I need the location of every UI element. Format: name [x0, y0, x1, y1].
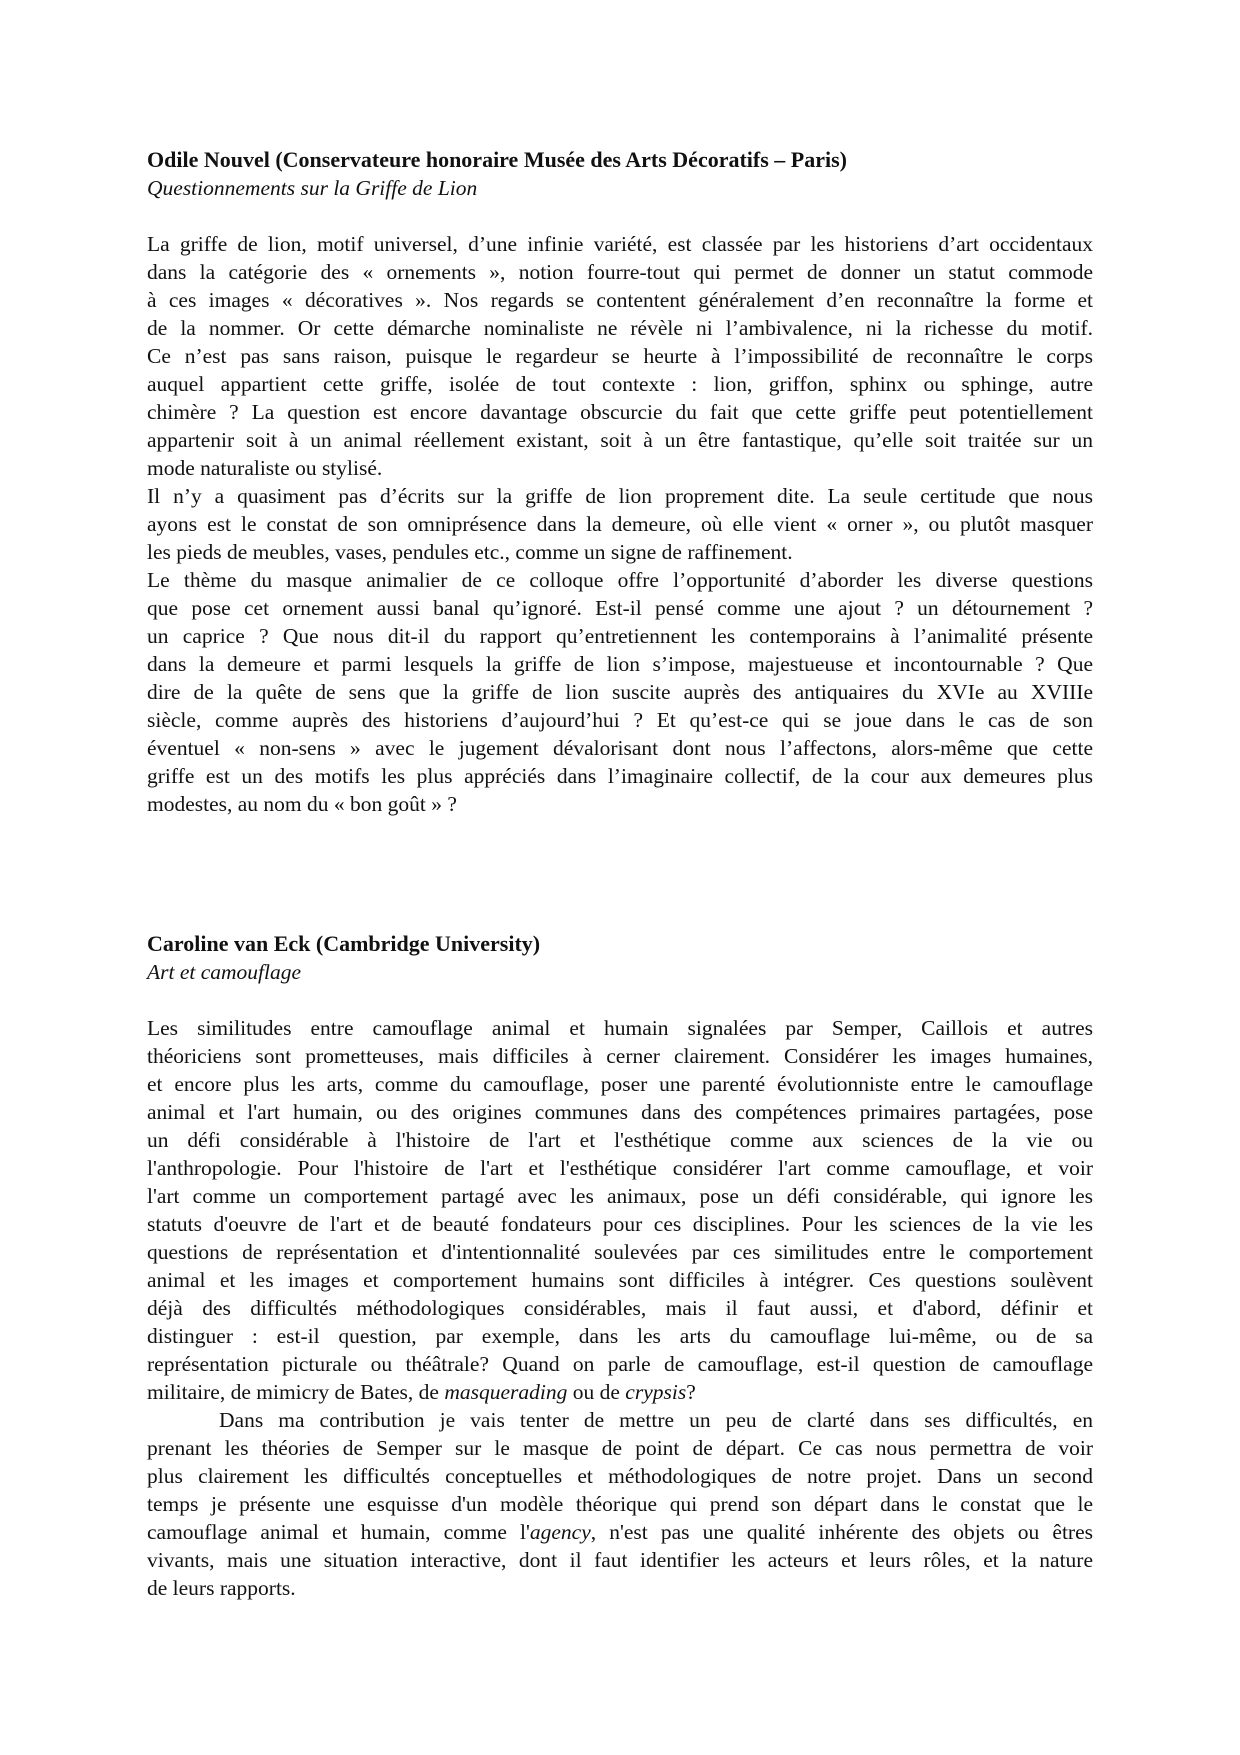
- text-line: prenant les théories de Semper sur le masque de point de départ. Ce cas nous permettra de voir: [147, 1436, 1093, 1460]
- text-line: que pose cet ornement aussi banal qu’ignoré. Est-il pensé comme une ajout ? un détournement ?: [147, 596, 1093, 620]
- text-fragment: ?: [686, 1380, 696, 1404]
- text-line: l'anthropologie. Pour l'histoire de l'art et l'esthétique considérer l'art comme camouflage, et voir: [147, 1156, 1093, 1180]
- abstract-section-nouvel: [147, 146, 1093, 818]
- text-line: appartenir soit à un animal réellement existant, soit à un être fantastique, qu’elle soit traitée sur un: [147, 428, 1093, 452]
- text-line: chimère ? La question est encore davantage obscurcie du fait que cette griffe peut potentiellement: [147, 400, 1093, 424]
- text-line: ayons est le constat de son omniprésence dans la demeure, où elle vient « orner », ou plutôt masquer: [147, 512, 1093, 536]
- talk-title: Art et camouflage: [147, 960, 302, 984]
- text-line: animal et l'art humain, ou des origines communes dans des compétences primaires partagées, pose: [147, 1100, 1093, 1124]
- text-line: modestes, au nom du « bon goût » ?: [147, 792, 457, 816]
- text-line: siècle, comme auprès des historiens d’aujourd’hui ? Et qu’est-ce qui se joue dans le cas de son: [147, 708, 1093, 732]
- abstract-paragraph: [147, 230, 1093, 482]
- text-line: déjà des difficultés méthodologiques considérables, mais il faut aussi, et d'abord, définir et: [147, 1296, 1093, 1320]
- italic-term: masquerading: [444, 1380, 568, 1404]
- text-line: questions de représentation et d'intentionnalité soulevées par ces similitudes entre le comportement: [147, 1240, 1093, 1264]
- text-line: Les similitudes entre camouflage animal et humain signalées par Semper, Caillois et autres: [147, 1016, 1093, 1040]
- abstract-paragraph: [147, 1014, 1093, 1406]
- text-line: dans la demeure et parmi lesquels la griffe de lion s’impose, majestueuse et incontournable ? Que: [147, 652, 1093, 676]
- abstract-section-van-eck: [147, 930, 1093, 1602]
- text-line: Dans ma contribution je vais tenter de mettre un peu de clarté dans ses difficultés, en: [219, 1408, 1093, 1432]
- text-line: théoriciens sont prometteuses, mais difficiles à cerner clairement. Considérer les images humaines,: [147, 1044, 1093, 1068]
- text-line: les pieds de meubles, vases, pendules etc., comme un signe de raffinement.: [147, 540, 793, 564]
- text-fragment: ou de: [567, 1380, 626, 1404]
- text-line: dans la catégorie des « ornements », notion fourre-tout qui permet de donner un statut commode: [147, 260, 1093, 284]
- text-line: mode naturaliste ou stylisé.: [147, 456, 383, 480]
- text-line: griffe est un des motifs les plus appréciés dans l’imaginaire collectif, de la cour aux demeures plus: [147, 764, 1093, 788]
- abstract-paragraph: [147, 566, 1093, 818]
- text-line: distinguer : est-il question, par exemple, dans les arts du camouflage lui-même, ou de sa: [147, 1324, 1093, 1348]
- text-line: animal et les images et comportement humains sont difficiles à intégrer. Ces questions soulèvent: [147, 1268, 1093, 1292]
- text-line: l'art comme un comportement partagé avec les animaux, pose un défi considérable, qui ignore les: [147, 1184, 1093, 1208]
- text-line: et encore plus les arts, comme du camouflage, poser une parenté évolutionniste entre le camouflage: [147, 1072, 1093, 1096]
- italic-term: agency: [529, 1520, 591, 1544]
- text-line: auquel appartient cette griffe, isolée de tout contexte : lion, griffon, sphinx ou sphinge, autre: [147, 372, 1093, 396]
- text-line: Il n’y a quasiment pas d’écrits sur la griffe de lion proprement dite. La seule certitude que nous: [147, 484, 1093, 508]
- abstract-paragraph: [147, 1406, 1093, 1602]
- text-line: à ces images « décoratives ». Nos regards se contentent généralement d’en reconnaître la forme et: [147, 288, 1093, 312]
- author-heading: Caroline van Eck (Cambridge University): [147, 931, 541, 956]
- text-fragment: , n'est pas une qualité inhérente des objets ou êtres: [590, 1520, 1093, 1544]
- text-line: Le thème du masque animalier de ce colloque offre l’opportunité d’aborder les diverse questions: [147, 568, 1093, 592]
- italic-term: crypsis: [625, 1380, 687, 1404]
- text-line: plus clairement les difficultés conceptuelles et méthodologiques de notre projet. Dans un second: [147, 1464, 1093, 1488]
- text-line: de leurs rapports.: [147, 1576, 296, 1600]
- text-line: temps je présente une esquisse d'un modèle théorique qui prend son départ dans le constat que le: [147, 1492, 1093, 1516]
- text-line: dire de la quête de sens que la griffe de lion suscite auprès des antiquaires du XVIe au XVIIIe: [147, 680, 1093, 704]
- text-line: [147, 1518, 1093, 1546]
- text-line: un caprice ? Que nous dit-il du rapport qu’entretiennent les contemporains à l’animalité présente: [147, 624, 1093, 648]
- text-line: vivants, mais une situation interactive, dont il faut identifier les acteurs et leurs rôles, et la nature: [147, 1548, 1093, 1572]
- text-line: représentation picturale ou théâtrale? Quand on parle de camouflage, est-il question de camouflage: [147, 1352, 1093, 1376]
- author-heading: Odile Nouvel (Conservateure honoraire Musée des Arts Décoratifs – Paris): [147, 147, 848, 172]
- text-fragment: militaire, de mimicry de Bates, de: [147, 1380, 445, 1404]
- text-fragment: camouflage animal et humain, comme l': [147, 1520, 530, 1544]
- text-line: Ce n’est pas sans raison, puisque le regardeur se heurte à l’impossibilité de reconnaître le corps: [147, 344, 1093, 368]
- text-line: [147, 1378, 1093, 1406]
- document-page: [147, 146, 1093, 1602]
- text-line: éventuel « non-sens » avec le jugement dévalorisant dont nous l’affectons, alors-même que cette: [147, 736, 1093, 760]
- abstract-paragraph: [147, 482, 1093, 566]
- text-line: de la nommer. Or cette démarche nominaliste ne révèle ni l’ambivalence, ni la richesse du motif.: [147, 316, 1093, 340]
- text-line: un défi considérable à l'histoire de l'art et l'esthétique comme aux sciences de la vie ou: [147, 1128, 1093, 1152]
- talk-title: Questionnements sur la Griffe de Lion: [147, 176, 478, 200]
- text-line: statuts d'oeuvre de l'art et de beauté fondateurs pour ces disciplines. Pour les sciences de la vie les: [147, 1212, 1093, 1236]
- text-line: La griffe de lion, motif universel, d’une infinie variété, est classée par les historiens d’art occidentaux: [147, 232, 1093, 256]
